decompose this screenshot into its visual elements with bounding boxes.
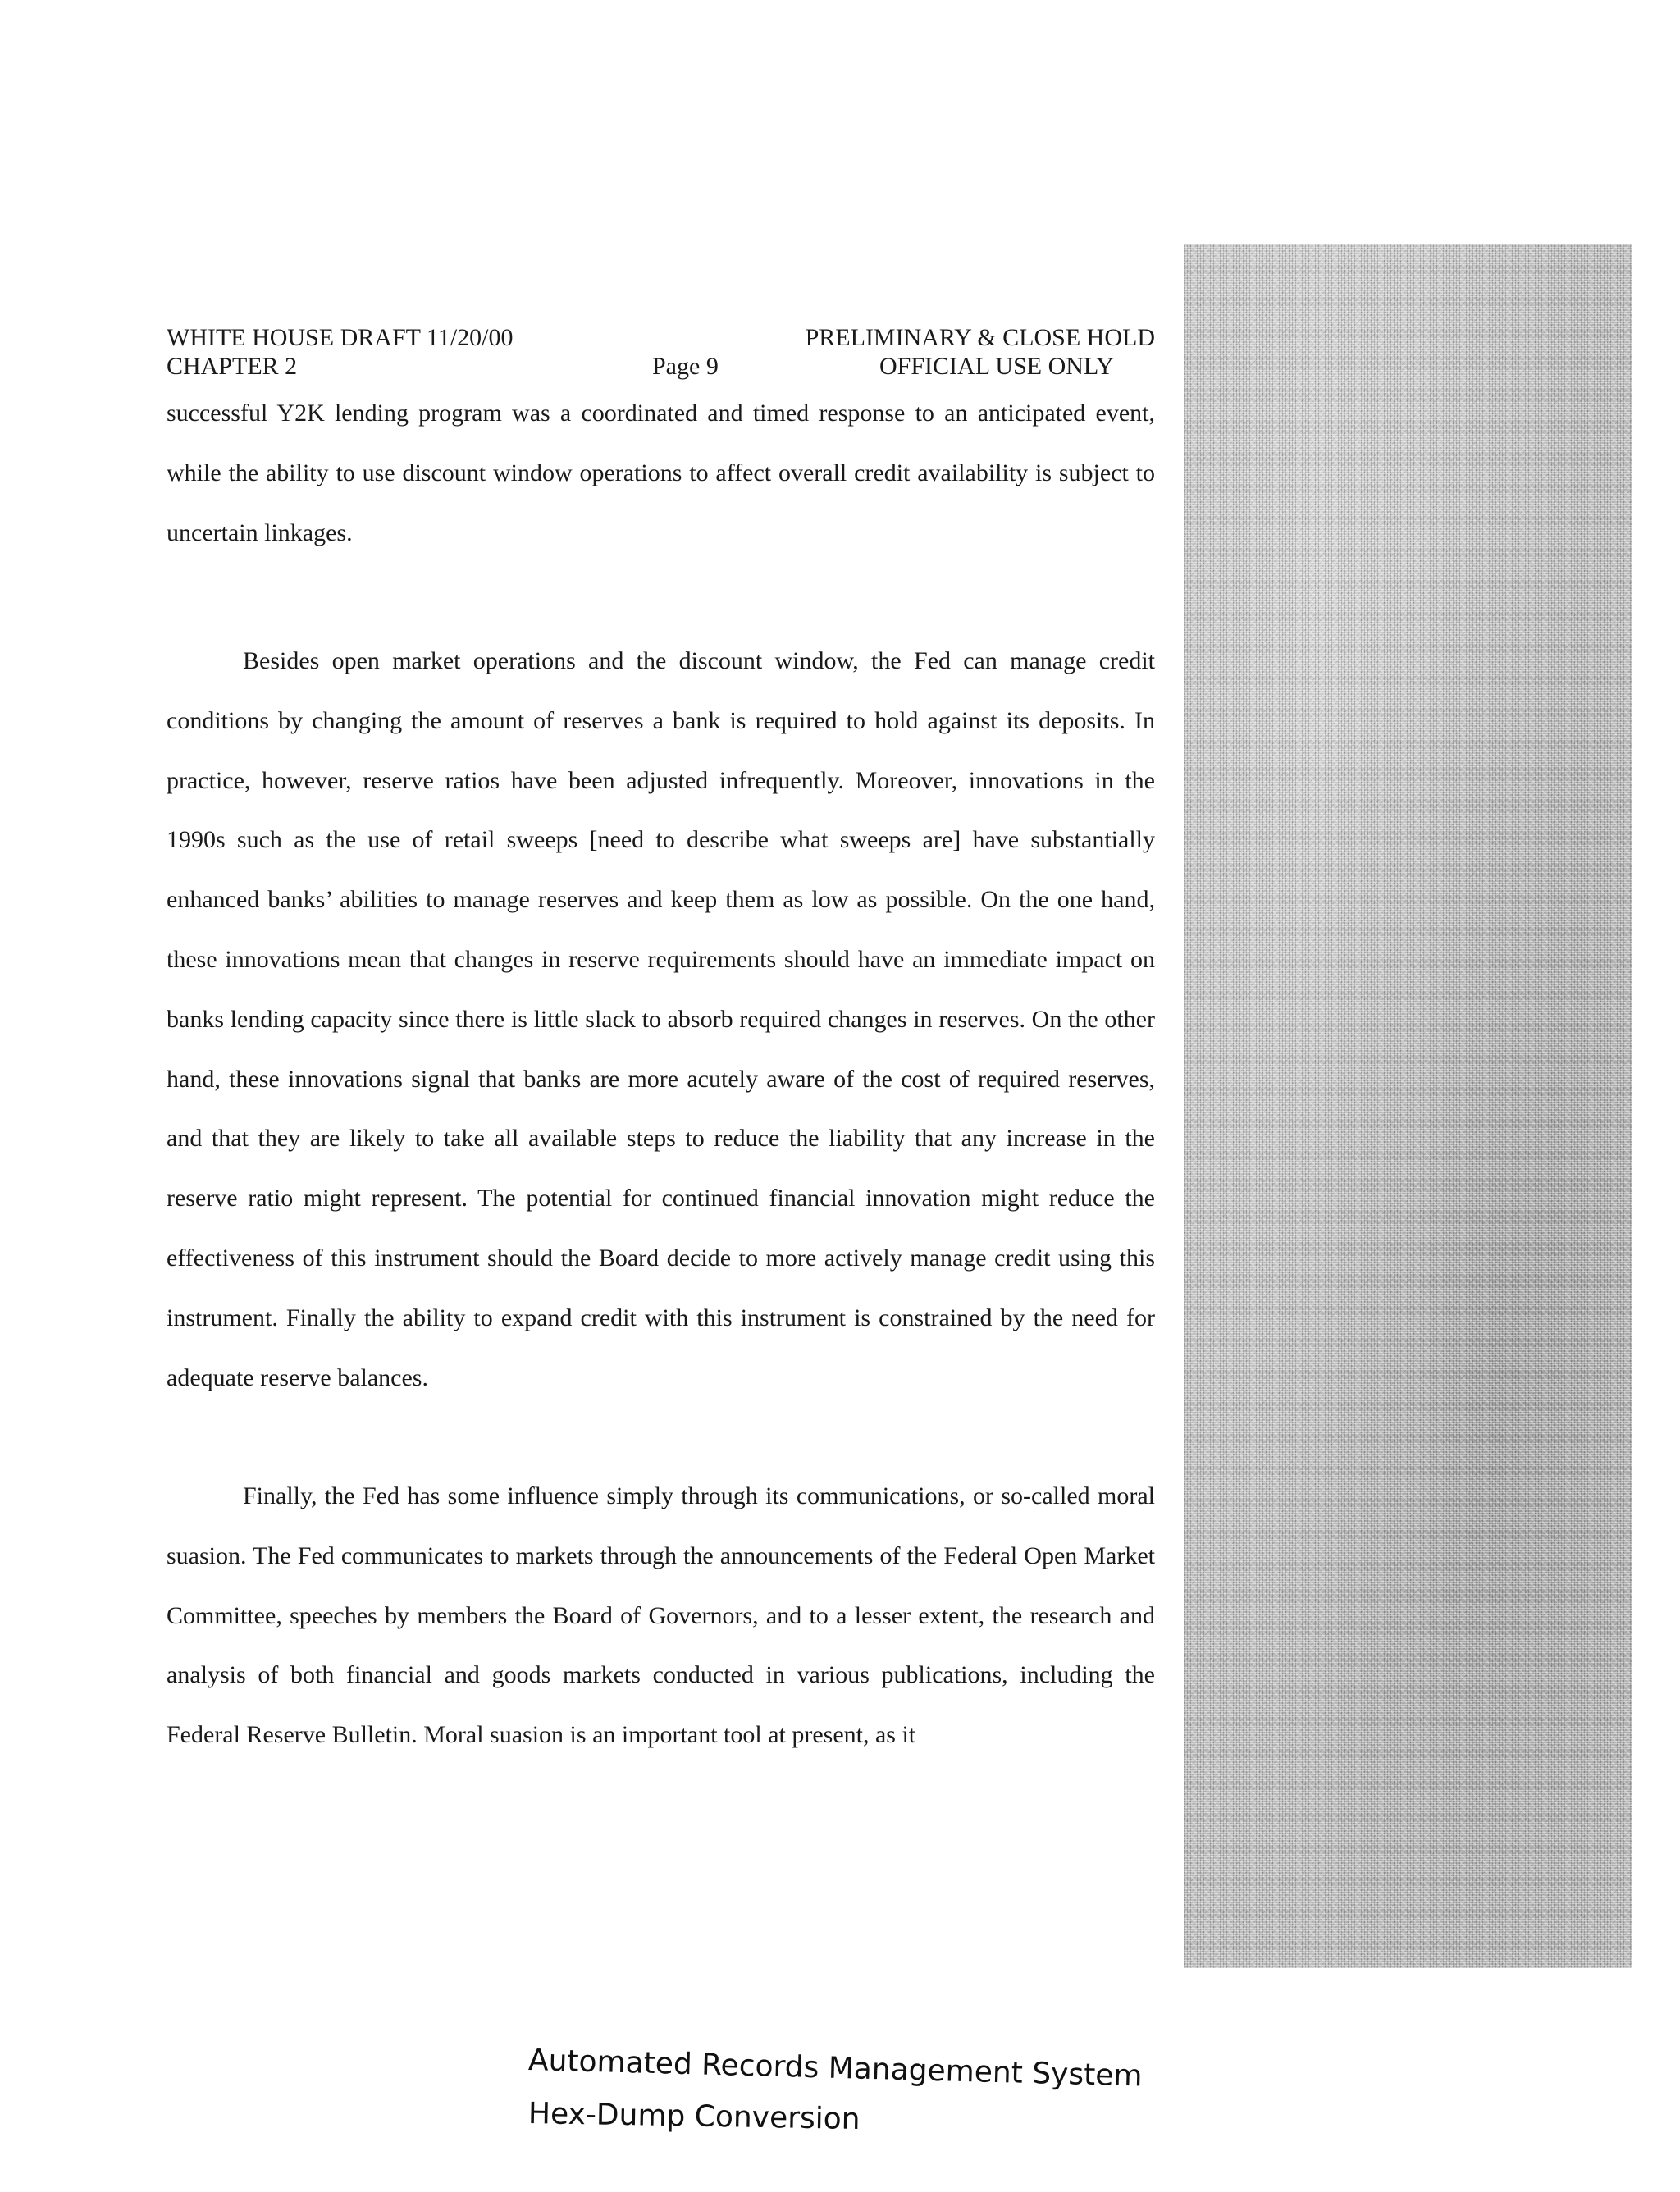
header-classification: PRELIMINARY & CLOSE HOLD xyxy=(805,324,1155,351)
records-stamp-line-1: Automated Records Management System xyxy=(527,2044,1143,2094)
header-usage-restriction: OFFICIAL USE ONLY xyxy=(879,353,1114,380)
body-paragraph-2: Besides open market operations and the discount window, the Fed can manage credit conditions by changing the amount of reserves a bank is required to hold against its deposits. In practice, however, reserve ratios have been adjusted infrequently. Moreover, innovations in the 1990s such as the use of retail sweeps [need to describe what sweeps are] have substantially enhanced banks’ abilities to manage reserves and keep them as low as possible. On the one hand, these innovations mean that changes in reserve requirements should have an immediate impact on banks lending capacity since there is little slack to absorb required changes in reserves. On the other hand, these innovations signal that banks are more acutely aware of the cost of required reserves, and that they are likely to take all available steps to reduce the liability that any increase in the reserve ratio might represent. The potential for continued financial innovation might reduce the effectiveness of this instrument should the Board decide to more actively manage credit using this instrument. Finally the ability to expand credit with this instrument is constrained by the need for adequate reserve balances. xyxy=(167,647,1155,1391)
body-paragraph-1: successful Y2K lending program was a coordinated and timed response to an anticipated event, while the ability to use discount window operations to affect overall credit availability is subject to uncertain linkages. xyxy=(167,400,1155,546)
body-paragraph-3: Finally, the Fed has some influence simply through its communications, or so-called moral suasion. The Fed communicates to markets through the announcements of the Federal Open Market Committee, speeches by members the Board of Governors, and to a lesser extent, the research and analysis of both financial and goods markets conducted in various publications, including the Federal Reserve Bulletin. Moral suasion is an important tool at present, as it xyxy=(167,1482,1155,1749)
scan-noise-margin-panel xyxy=(1184,244,1632,1968)
header-draft-label: WHITE HOUSE DRAFT 11/20/00 xyxy=(167,324,514,351)
header-chapter-label: CHAPTER 2 xyxy=(167,353,298,380)
records-stamp-line-2: Hex-Dump Conversion xyxy=(527,2097,861,2137)
page-number: Page 9 xyxy=(652,353,719,380)
